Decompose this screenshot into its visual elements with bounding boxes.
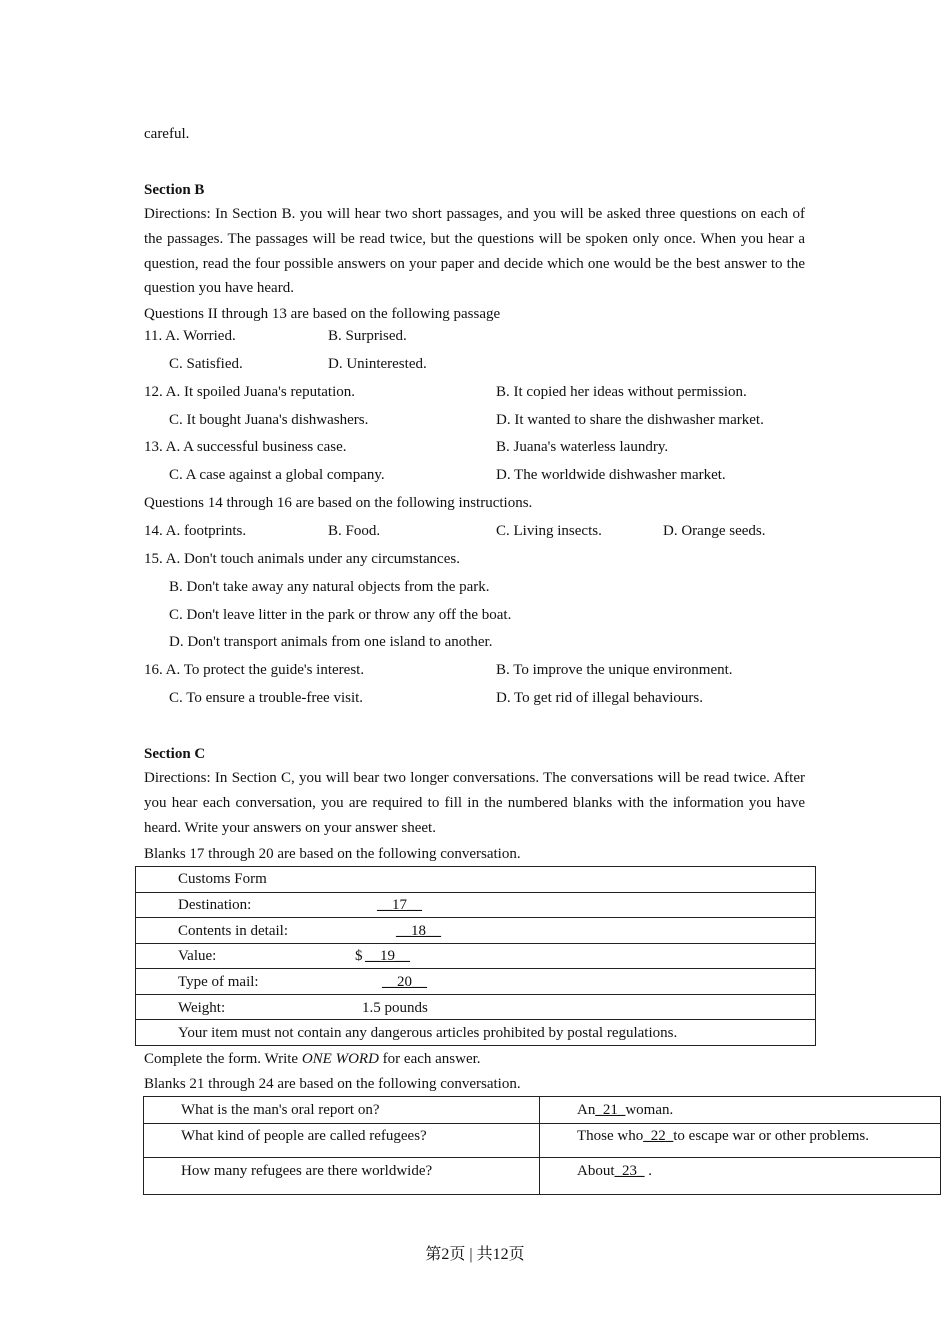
form-blank-17: __17__ xyxy=(377,897,422,913)
q12-option-c: C. It bought Juana's dishwashers. xyxy=(169,412,369,428)
q16-option-c: C. To ensure a trouble-free visit. xyxy=(169,690,364,706)
carryover-text: careful. xyxy=(144,126,190,142)
q15-option-a: 15. A. Don't touch animals under any circumstances. xyxy=(144,551,460,567)
blanks-intro: Blanks 21 through 24 are based on the following conversation. xyxy=(144,1076,521,1092)
question-group-intro: Questions 14 through 16 are based on the following instructions. xyxy=(144,495,533,511)
section-b-directions: Directions: In Section B. you will hear two short passages, and you will be asked three questions on each of the passages. The passages will be read twice, but the questions will be spoken only once. When you hear a question, read the four possible answers on your paper and decide which one would be the best answer to the question you have heard. xyxy=(144,206,805,297)
q11-option-c: C. Satisfied. xyxy=(169,356,243,372)
blank-21: _21_ xyxy=(595,1102,626,1118)
complete-form-instruction: Complete the form. Write ONE WORD for each answer. xyxy=(144,1051,481,1067)
form-weight-value: 1.5 pounds xyxy=(362,1000,428,1016)
table-question: What kind of people are called refugees? xyxy=(181,1128,427,1144)
table-answer: About_23_ . xyxy=(577,1163,652,1179)
table-answer: An_21_woman. xyxy=(577,1102,674,1118)
form-blank-18: __18__ xyxy=(396,923,441,939)
form-blank-20: __20__ xyxy=(382,974,427,990)
page-number: 第2页 | 共12页 xyxy=(425,1246,525,1263)
q16-option-d: D. To get rid of illegal behaviours. xyxy=(496,690,703,706)
q16-option-a: 16. A. To protect the guide's interest. xyxy=(144,662,365,678)
table-question: How many refugees are there worldwide? xyxy=(181,1163,433,1179)
q11-option-d: D. Uninterested. xyxy=(328,356,427,372)
q14-option-c: C. Living insects. xyxy=(496,523,602,539)
q14-option-b: B. Food. xyxy=(328,523,381,539)
form-weight-label: Weight: xyxy=(178,1000,226,1016)
form-blank-19: __19__ xyxy=(365,948,410,964)
q13-option-d: D. The worldwide dishwasher market. xyxy=(496,467,726,483)
form-value-label: Value: xyxy=(178,948,217,964)
q12-option-a: 12. A. It spoiled Juana's reputation. xyxy=(144,384,356,400)
q11-option-b: B. Surprised. xyxy=(328,328,407,344)
q13-option-a: 13. A. A successful business case. xyxy=(144,439,347,455)
blank-23: _23_ xyxy=(614,1163,645,1179)
q12-option-d: D. It wanted to share the dishwasher market. xyxy=(496,412,764,428)
table-question: What is the man's oral report on? xyxy=(181,1102,380,1118)
table-answer: Those who_22_to escape war or other problems. xyxy=(577,1128,870,1144)
form-mail-label: Type of mail: xyxy=(178,974,259,990)
section-b-title: Section B xyxy=(144,182,205,198)
q12-option-b: B. It copied her ideas without permission. xyxy=(496,384,747,400)
section-c-directions: Directions: In Section C, you will bear two longer conversations. The conversations will be read twice. After you hear each conversation, you are required to fill in the numbered blanks with the information you have heard. Write your answers on your answer sheet. xyxy=(144,770,805,836)
q13-option-c: C. A case against a global company. xyxy=(169,467,385,483)
section-c-title: Section C xyxy=(144,746,206,762)
q15-option-b: B. Don't take away any natural objects from the park. xyxy=(169,579,490,595)
form-title: Customs Form xyxy=(178,871,267,887)
form-contents-label: Contents in detail: xyxy=(178,923,288,939)
q13-option-b: B. Juana's waterless laundry. xyxy=(496,439,669,455)
form-notice: Your item must not contain any dangerous articles prohibited by postal regulations. xyxy=(178,1025,678,1041)
form-destination-label: Destination: xyxy=(178,897,252,913)
q15-option-d: D. Don't transport animals from one island to another. xyxy=(169,634,493,650)
blanks-intro: Blanks 17 through 20 are based on the following conversation. xyxy=(144,846,521,862)
question-group-intro: Questions II through 13 are based on the following passage xyxy=(144,306,501,322)
q14-option-a: 14. A. footprints. xyxy=(144,523,247,539)
q16-option-b: B. To improve the unique environment. xyxy=(496,662,733,678)
q14-option-d: D. Orange seeds. xyxy=(663,523,766,539)
q15-option-c: C. Don't leave litter in the park or throw any off the boat. xyxy=(169,607,512,623)
blank-22: _22_ xyxy=(643,1128,674,1144)
q11-option-a: 11. A. Worried. xyxy=(144,328,236,344)
form-currency-symbol: $ xyxy=(355,948,363,964)
